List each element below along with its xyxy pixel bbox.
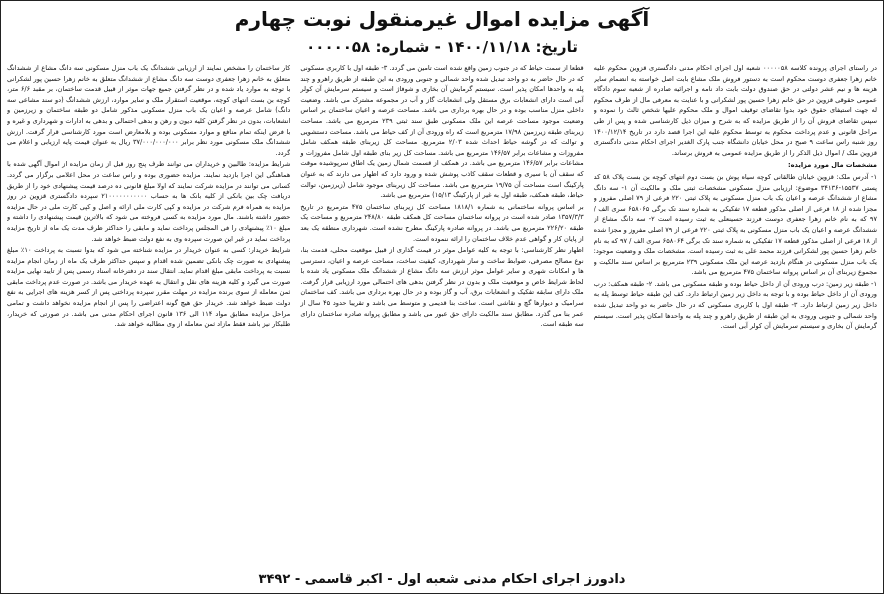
notice-signature: دادورز اجرای احکام مدنی شعبه اول - اکبر قاسمی - ۳۴۹۲ xyxy=(258,572,626,587)
paragraph: اظهار نظر کارشناسی: با توجه به کلیه عوامل موثر در قیمت گذاری از قبیل موقعیت محلی، قدمت بنا، نوع مصالح مصرفی، ضوابط ساخت و ساز شهرداری، کیفیت ساخت، مساحت عرصه و اعیان، دسترسی ها و امکانات شهری و سایر عوامل موثر ارزش سه دانگ مشاع از ششدانگ ملک مسکونی یاد شده با لحاظ شرایط خاص و موقعیت ملک و بدون در نظر گرفتن بدهی های احتمالی مورد ارزیابی قرار گرفت. ملک دارای سابقه تفکیک و انشعابات برق، آب و گاز بوده و در حال بهره برداری می باشد. کف ساختمان سرامیک و دیوارها گچ و نقاشی است. ساخت بنا قدیمی و متوسط می باشد و تقریبا حدود ۴۵ سال از عمر بنا می گذرد. مطابق سند مالکیت دارای حق عبور می باشد و مطابق پروانه صادره ساختمان دارای سه طبقه است. xyxy=(300,246,584,329)
text-columns xyxy=(7,63,877,565)
paragraph: ۱- آدرس ملک: قزوین خیابان طالقانی کوچه سیاه پوش بن بست دوم انتهای کوچه بن بست پلاک ۵۸ کد پستی ۱۵۵۳۷-۳۴۱۳۶ موضوع: ارزیابی منزل مسکونی مشخصات ثبتی ملک و مالکیت آن ۱- سه دانگ مشاع از ششدانگ عرصه و اعیان یک باب منزل مسکونی به پلاک ثبتی ۲۲۰ فرعی از ۷۹ اصلی مفروز و مجزا شده از ۱۸ فرعی از اصلی مذکور قطعه ۱۷ تفکیکی به شماره سند تک برگی ۶۵۸۰۶۵ سری الف / ۹۷ که به نام خانم زهرا جعفری دوست فرزند حسینعلی به ثبت رسیده است ۲- سه دانگ مشاع از ششدانگ عرصه و اعیان یک باب منزل مسکونی به پلاک ثبتی ۲۲۰ فرعی از ۷۹ اصلی مفروز و مجزا شده از ۱۸ فرعی از اصلی مذکور قطعه ۱۷ تفکیکی به شماره سند تک برگی ۶۵۸۰۶۴ سری الف / ۹۷ که به نام خانم زهرا حسین پور لشکرانی فرزند محمد علی به ثبت رسیده است. مشخصات ملک و وضعیت موجود: یک باب منزل مسکونی در هنگام بازدید عرصه این ملک مسکونی ۲۳۹ مترمربع بر اساس سند مالکیت و مجموع زیربنای آن بر اساس پروانه ساختمان ۴۷۵ مترمربع می باشد. xyxy=(593,172,877,277)
paragraph: شرایط خریدار: کسی به عنوان خریدار در مزایده شناخته می شود که بدوا نسبت به پرداخت ۱۰٪ مبلغ پیشنهادی به صورت چک بانکی تضمین شده اقدام و سپس حداکثر ظرف یک ماه از زمان انجام مزایده نسبت به پرداخت مابقی مبلغ اقدام نماید. انتقال سند در دفترخانه اسناد رسمی پس از تایید نهایی مزایده صورت می گیرد و کلیه هزینه های نقل و انتقال به عهده خریدار می باشد. در صورت عدم پرداخت مابقی ثمن معامله از سوی برنده مزایده در مهلت مقرر سپرده پرداختی پس از کسر هزینه های اجرایی به نفع دولت ضبط خواهد شد. خریدار حق هیچ گونه اعتراضی را پس از انجام مزایده نخواهد داشت و تمامی مراحل مزایده مطابق مواد ۱۱۴ الی ۱۳۶ قانون اجرای احکام مدنی می باشد. در صورتی که خریدار، طلبکار نیز باشد فقط مازاد ثمن معامله از وی مطالبه خواهد شد. xyxy=(7,246,291,329)
paragraph: شرایط مزایده: طالبین و خریداران می توانند ظرف پنج روز قبل از زمان مزایده از اموال آگهی شده با هماهنگی این اجرا بازدید نمایند. مزایده حضوری بوده و راس ساعت در محل اعلامی برگزار می گردد. کسانی می توانند در مزایده شرکت نمایند که اولا مبلغ قانونی ده درصد قیمت پیشنهادی خود را از طریق دریافت چک بین بانکی از کلیه بانک ها به حساب ۲۱۰۰۰۰۰۰۰۰۰۰۰ سپرده دادگستری قزوین در روز مزایده به همراه فرم شرکت در مزایده و کپی کارت ملی ارائه و اصل و کپی کارت ملی در حال مزایده حضور داشته باشند. مال مورد مزایده به کسی فروخته می شود که بالاترین قیمت پیشنهادی را داشته و مبلغ ۱۰٪ پیشنهادی را فی المجلس پرداخت نماید و مابقی را حداکثر ظرف مدت یک ماه از تاریخ مزایده پرداخت نماید در غیر این صورت سپرده وی به نفع دولت ضبط خواهد شد. xyxy=(7,160,291,243)
column-right xyxy=(594,63,877,565)
paragraph: ۱- طبقه زیر زمین: درب ورودی آن از داخل حیاط بوده و طبقه مسکونی می باشد. ۲- طبقه همکف: درب ورودی آن از داخل حیاط بوده و با توجه به داخل زیر زمین ارتباط دارد. کف این طبقه حیاط توسط پله به داخل زیر زمین ارتباط دارد. ۳- طبقه اول با کاربری مسکونی که در حال حاضر به دو واحد تبدیل شده واحد شمالی و جنوبی ورودی به این طبقه از طریق راهرو و چند پله به واحدها امکان پذیر است. سیستم گرمایش آن بخاری و سیستم سرمایش آن کولر آبی است. xyxy=(593,279,877,331)
notice-title: آگهی مزایده اموال غیرمنقول نوبت چهارم xyxy=(234,7,650,31)
paragraph: بر اساس پروانه ساختمانی به شماره ۱۸۱۸/۱ مساحت کل زیربنای ساختمان ۴۷۵ مترمربع در تاریخ ۱۳۵۷/۳/۳ صادر شده است در پروانه ساختمان مساحت کل همکف طبقه ۲۴۸/۸۰ مترمربع و مساحت یک طبقه ۲۲۶/۲۰ مترمربع می باشد. در پروانه صادره پارکینگ مطرح نشده است. شهرداری منطقه یک بعد از پایان کار و گواهی عدم خلاف ساختمان را ارائه ننموده است. xyxy=(300,202,584,243)
paragraph: قطعا از سمت حیاط که در جنوب زمین واقع شده است تامین می گردد. ۳- طبقه اول با کاربری مسکونی که در حال حاضر به دو واحد تبدیل شده واحد شمالی و جنوبی ورودی به این طبقه از طریق راهرو و چند پله به واحدها امکان پذیر است. سیستم گرمایش آن بخاری و شوفاژ است و سیستم سرمایش آن کولر آبی است دارای انشعابات برق مستقل ولی انشعابات گاز و آب در مجموعه مشترک می باشد. وضعیت داخلی منزل مناسب بوده و در حال بهره برداری می باشد. مساحت عرصه و اعیان ساختمان بر اساس وضعیت موجود مساحت عرصه این ملک مسکونی طبق سند ثبتی ۲۳۹ مترمربع می باشد. مساحت زیربنای طبقه زیرزمین ۱۷/۹۸ مترمربع است که راه ورودی آن از کف حیاط می باشد. مساحت دستشویی و توالت که در گوشه حیاط احداث شده ۲/۰۳ مترمربع. مساحت کل زیربنای طبقه همکف شامل مفروزات و مشاعات برابر ۱۴۶/۵۷ مترمربع می باشد. مساحت کل زیر بنای طبقه اول شامل مفروزات و مشاعات برابر ۱۴۶/۵۷ مترمربع می باشد. در همکف از قسمت شمال زمین یک اطاق سرپوشیده موقت که سقف آن با سیری و قطعات سقف کاذب پوشش شده و ورود دارد که اظهار می دارند که به عنوان پارکینگ است مساحت آن ۱۹/۷۵ مترمربع می باشد. مساحت کل زیربنای موجود شامل (زیرزمین، توالت حیاط، طبقه همکف، طبقه اول به غیر از پارکینگ ۱۵/۱۳) مترمربع می باشد. xyxy=(300,64,584,200)
notice-date-number: تاریخ: ۱۴۰۰/۱۱/۱۸ - شماره: ۰۰۰۰۰۵۸ xyxy=(306,38,578,56)
column-left xyxy=(7,63,290,565)
column-middle xyxy=(300,63,583,565)
paragraph: در راستای اجرای پرونده کلاسه ۰۰۰۰۰۵۸ شعبه اول اجرای احکام مدنی دادگستری قزوین محکوم علیه خانم زهرا جعفری دوست محکوم است به دستور فروش ملک مشاع بابت اصل خواسته به انضمام سایر هزینه ها و نیم عشر دولتی در حق صندوق دولت بابت داد نامه و اجرائیه صادره از شعبه سوم دادگاه عمومی حقوقی قزوین در حق خانم زهرا حسین پور لشکرانی و با عنایت به معرفی مال از طرف محکوم له جهت استیفای حقوق خود بدوا تقاضای توقیف اموال و ملک محکوم علیها شخص ثالث را نموده و سپس تقاضای فروش آن را از طریق مزایده که به شرح و میزان ذیل کارشناسی شده و پس از طی مراحل قانونی و عدم پرداخت محکوم به توسط محکوم علیه این اجرا قصد دارد در تاریخ ۱۴۰۰/۱۲/۱۴ روز شنبه راس ساعت ۹ صبح در محل خیابان دانشگاه جنب پارک الغدیر اجرای احکام مدنی دادگستری قزوین ملک / اموال ذیل الذکر را از طریق مزایده عمومی به فروش برساند. xyxy=(593,64,877,157)
section-heading: مشخصات مال مورد مزایده: xyxy=(788,161,877,170)
paragraph: کار ساختمان را مشخص نمایند از ارزیابی ششدانگ یک باب منزل مسکونی سه دانگ مشاع از ششدانگ متعلق به خانم زهرا جعفری دوست سه دانگ مشاع از ششدانگ متعلق به خانم زهرا حسین پور لشکرانی با توجه به موارد یاد شده و در نظر گرفتن جمیع جهات موثر از قبیل قدمت ساختمان، بر مقبد ۶/۶ متر، کوچه بن بست انتهای کوچه، موقعیت استقرار ملک و سایر موارد، ارزش ششدانگ (دو سند مشاعی سه دانگ) شامل عرصه و اعیان یک باب منزل مسکونی مذکور شامل دو طبقه ساختمان و زیرزمین و انشعابات، بدون در نظر گرفتن کلیه دیون و رهن و بدهی احتمالی و بدهی به ادارات و شهرداری و غیره و با فرض اینکه تمام منافع و موارد مسکونی بوده و بلامعارض است مورد کارشناسی قرار گرفت. ارزش ششدانگ ملک مسکونی مورد نظر برابر ۳۷/۰۰۰/۰۰۰/۰۰۰ ریال به عنوان قیمت پایه ارزیابی و اعلام می گردد. xyxy=(7,64,291,157)
